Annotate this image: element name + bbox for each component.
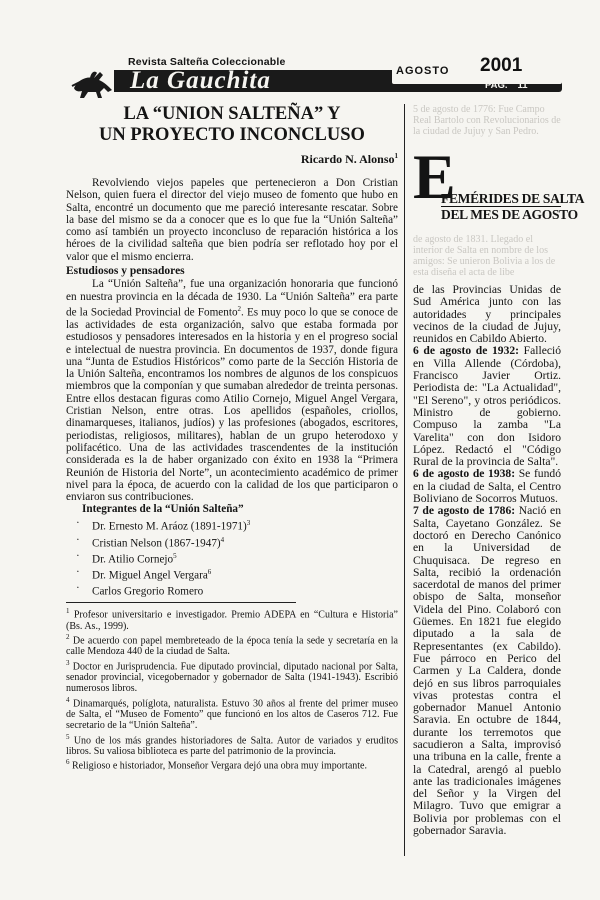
footnote-number: 4 — [66, 695, 70, 704]
member-item — [66, 534, 398, 550]
footnote-number: 1 — [66, 607, 70, 616]
member-item — [66, 550, 398, 566]
efemerides-entry — [413, 468, 561, 505]
member-footnote-ref: 6 — [207, 567, 212, 576]
efemerides-initial: E — [413, 141, 456, 212]
member-footnote-ref: 3 — [246, 519, 251, 528]
gaucho-horse-logo-icon — [70, 66, 116, 102]
efemerides-column — [413, 104, 585, 838]
footnote-number: 6 — [66, 758, 70, 767]
efemerides-title-line-1: FEMÉRIDES DE SALTA — [441, 191, 585, 206]
footnote-ref-2: 2 — [237, 304, 242, 313]
headline-line-1: LA “UNION SALTEÑA” Y — [123, 104, 341, 124]
footnote-text: Profesor universitario e investigador. Premio ADEPA en “Cultura e Historia” (Bs. As., 1999). — [66, 609, 398, 632]
article-column — [66, 104, 398, 772]
column-divider — [404, 104, 405, 856]
member-item — [66, 582, 398, 598]
masthead — [70, 52, 562, 102]
entry-date: 7 de agosto de 1786: — [413, 504, 516, 518]
magazine-subtitle: Revista Salteña Coleccionable — [128, 56, 286, 68]
footnote-number: 3 — [66, 658, 70, 667]
entry-date: 6 de agosto de 1938: — [413, 467, 516, 481]
page-number-value: 11 — [517, 80, 528, 91]
member-name: Dr. Atilio Cornejo — [92, 553, 174, 566]
member-footnote-ref: 5 — [173, 551, 177, 560]
bleed-through-text-2: de agosto de 1831. Llegado el interior de Salta en nombre de los amigos: Se unieron Bolivia a los de esta diseña el acta de libe — [413, 234, 556, 278]
member-name: Dr. Ernesto M. Aráoz (1891-1971) — [92, 521, 247, 534]
efemerides-heading — [413, 141, 585, 226]
footnote — [66, 606, 398, 632]
magazine-title: La Gauchita — [130, 67, 271, 94]
footnote — [66, 732, 398, 758]
intro-paragraph: Revolviendo viejos papeles que pertenecieron a Don Cristian Nelson, quien fuera el director del viejo museo de fomento que hubo en Salta, encontré un documento que me pareció interesante rescatar. Sobre la base del mismo se da a conocer que es lo que fue la “Unión Salteña” como así también un proyecto inconcluso de reparación histórica a los héroes de la civilidad salteña que bien podría ser reflotado hoy por el valor que el mismo encierra. — [66, 177, 398, 263]
footnote — [66, 757, 398, 772]
bleed-through-text: 5 de agosto de 1776: Fue Campo Real Bartolo con Revolucionarios de la ciudad de Jujuy y San Pedro. — [413, 104, 561, 137]
member-name: Carlos Gregorio Romero — [92, 585, 204, 598]
entry-text: Nació en Salta, Cayetano González. Se doctoró en Derecho Canónico en la Universidad de Chuquisaca. De regreso en Salta, recibió la ordenación sacerdotal de manos del primer obispo de Salta, monseñor Videla del Pino. Colaboró con Güemes. En 1821 fue elegido diputado a la sala de Representantes (ex Cabildo). Fue párroco en Perico del Carmen y La Caldera, donde dejó en sus libros parroquiales vivas protestas contra el gobernador Manuel Antonio Saravia. En octubre de 1844, durante los terremotos que sacudieron a Salta, improvisó una tribuna en la calle, frente a la Catedral, arengó al pueblo ante las tradicionales imágenes del Señor y la Virgen del Milagro. Tuvo que emigrar a Bolivia por problemas con el gobernador Saravia. — [413, 504, 561, 838]
article-author — [66, 152, 398, 167]
body-paragraph-part-2: . Es muy poco lo que se conoce de las actividades de esta organización, salvo que estaba formada por estudiosos y pensadores interesados en la historia y en el progreso social e intelectual de nuestra provincia. En documentos de 1937, donde figura una “Junta de Estudios Históricos” como parte de la Sección Historia de la Unión Salteña, encontramos los nombres de algunos de los conspicuos miembros que la componían y que sumaban alrededor de treinta personas. Entre ellos destacan figuras como Atilio Cornejo, Miguel Angel Vergara, Cristian Nelson, entre otras. Los apellidos (españoles, criollos, dinamarqueses, italianos, judíos) y las profesiones (abogados, escritores, periodistas, religiosos, militares), hablan de un grupo heterodoxo y polifacético. Una de las actividades trascendentes de la institución considerada es la de haber organizado con éxito en 1938 la “Primera Reunión de Historia del Norte”, un acontecimiento académico de primer nivel para la época, de acuerdo con la calidad de los que participaron o enviaron sus contribuciones. — [66, 306, 398, 504]
efemerides-entry — [413, 505, 561, 837]
member-name: Dr. Miguel Angel Vergara — [92, 569, 208, 582]
footnote-text: De acuerdo con papel membreteado de la época tenía la sede y secretaría en la calle Mendoza 440 de la ciudad de Salta. — [66, 635, 398, 658]
members-list — [66, 517, 398, 598]
issue-year: 2001 — [480, 55, 523, 76]
author-name: Ricardo N. Alonso — [300, 152, 395, 166]
page-number — [485, 80, 528, 91]
footnote — [66, 695, 398, 732]
headline-line-2: UN PROYECTO INCONCLUSO — [99, 125, 365, 145]
entry-text: Se fundó en la ciudad de Salta, el Centro Boliviano de Socorros Mutuos. — [413, 467, 561, 506]
efemerides-entry — [413, 345, 561, 468]
footnotes-divider — [66, 602, 296, 603]
footnote-text: Uno de los más grandes historiadores de Salta. Autor de variados y eruditos libros. Su valiosa biblioteca es parte del patrimonio de la provincia. — [66, 734, 398, 758]
footnote-text: Religioso e historiador, Monseñor Vergara dejó una obra muy importante. — [72, 760, 367, 772]
footnote — [66, 658, 398, 695]
members-title: Integrantes de la “Unión Salteña” — [82, 503, 244, 516]
footnote-text: Dinamarqués, políglota, naturalista. Estuvo 30 años al frente del primer museo de Salta, el “Museo de Fomento” que funcionó en los altos de Caseros 712. Fue secretario de la “Unión Salteña”. — [66, 697, 399, 732]
footnote-number: 2 — [66, 632, 70, 641]
footnote-text: Doctor en Jurisprudencia. Fue diputado provincial, diputado nacional por Salta, senador provincial, vicegobernador y gobernador de Salta (1941-1943). Escribió numerosos libros. — [66, 660, 398, 695]
efemerides-title-line-2: DEL MES DE AGOSTO — [441, 207, 578, 222]
article-headline — [66, 104, 398, 146]
member-name: Cristian Nelson (1867-1947) — [92, 537, 221, 550]
section-subhead: Estudiosos y pensadores — [66, 265, 185, 278]
entry-date: 6 de agosto de 1932: — [413, 344, 520, 358]
footnotes-list — [66, 606, 398, 772]
issue-month: AGOSTO — [396, 65, 450, 77]
entry-text: Falleció en Villa Allende (Córdoba), Francisco Javier Ortiz. Periodista de: "La Actualidad", "El Sereno", y otros periódicos. Ministro de gobierno. Compuso la zamba "La Varelita" con don Isidoro López. Redactó el "Código Rural de la provincia de Salta". — [413, 344, 562, 469]
member-footnote-ref: 4 — [220, 535, 225, 544]
member-item — [66, 566, 398, 582]
author-footnote-ref: 1 — [394, 152, 398, 160]
footnote-number: 5 — [66, 732, 70, 741]
member-item — [66, 517, 398, 533]
page-label: PAG. — [485, 80, 508, 91]
efemerides-intro: de las Provincias Unidas de Sud América junto con las autoridades y principales vecinos de la ciudad de Jujuy, reunidos en Cabildo Abierto. — [413, 283, 561, 346]
footnote — [66, 632, 398, 658]
body-paragraph-part-1: La “Unión Salteña”, fue una organización honoraria que funcionó en nuestra provincia en la década de 1930. La “Unión Salteña” era parte de la Sociedad Provincial de Fomento — [66, 278, 398, 319]
body-paragraph — [66, 278, 398, 503]
